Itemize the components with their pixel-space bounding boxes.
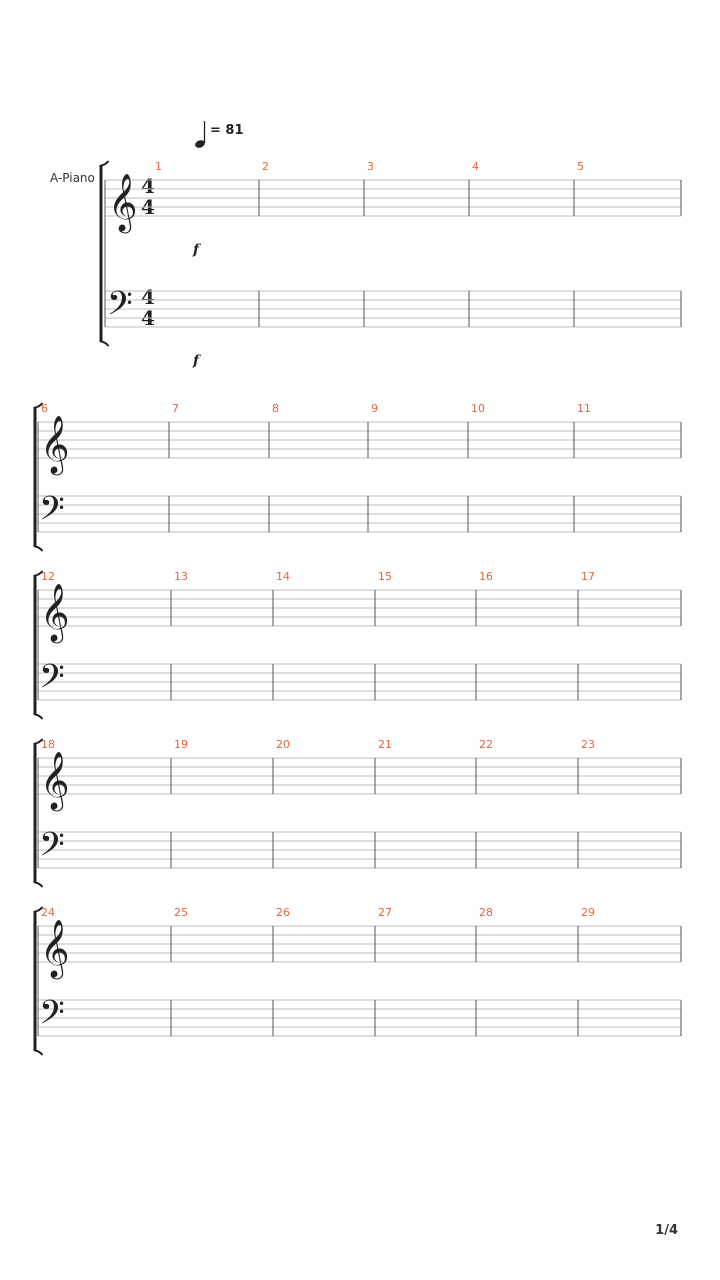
measure-number: 23: [581, 738, 595, 751]
treble-clef-icon: 𝄞: [40, 415, 70, 473]
measure-number: 6: [41, 402, 48, 415]
staff-lines: [38, 496, 681, 532]
bracket-bottom-hook: [34, 714, 43, 719]
staff-system: [34, 570, 682, 719]
treble-clef-icon: 𝄞: [40, 919, 70, 977]
measure-number: 25: [174, 906, 188, 919]
time-signature-treble: [141, 174, 155, 219]
bass-clef-icon: 𝄢: [39, 826, 65, 872]
measure-number: 1: [155, 160, 162, 173]
staff-lines: [38, 1000, 681, 1036]
measure-number: 15: [378, 570, 392, 583]
bass-clef-icon: 𝄢: [107, 285, 133, 331]
instrument-name: A-Piano: [50, 171, 95, 185]
measure-number: 11: [577, 402, 591, 415]
measure-number: 16: [479, 570, 493, 583]
staff-lines: [38, 422, 681, 458]
bracket-bottom-hook: [100, 341, 109, 346]
time-signature-bass: [141, 285, 155, 330]
measure-number: 20: [276, 738, 290, 751]
measure-number: 13: [174, 570, 188, 583]
bracket-bottom-hook: [34, 1050, 43, 1055]
time-signature-top: 4: [141, 174, 155, 198]
measure-number: 8: [272, 402, 279, 415]
measure-number: 3: [367, 160, 374, 173]
measure-number: 22: [479, 738, 493, 751]
measure-number: 18: [41, 738, 55, 751]
staff-lines: [38, 758, 681, 794]
measure-number: 10: [471, 402, 485, 415]
staff-lines: [105, 180, 681, 216]
measure-number: 27: [378, 906, 392, 919]
staff-system: [34, 402, 682, 551]
measure-number: 9: [371, 402, 378, 415]
measure-number: 14: [276, 570, 290, 583]
staff-system: [34, 738, 682, 887]
measure-number: 21: [378, 738, 392, 751]
staff-system: [100, 160, 682, 346]
dynamic-marking-bass: f: [193, 353, 200, 369]
staff-systems: [34, 160, 682, 1055]
bracket-top-hook: [100, 161, 109, 166]
measure-number: 17: [581, 570, 595, 583]
bass-clef-icon: 𝄢: [39, 490, 65, 536]
time-signature-top: 4: [141, 285, 155, 309]
time-signature-bottom: 4: [141, 195, 155, 219]
staff-lines: [105, 291, 681, 327]
staff-lines: [38, 926, 681, 962]
measure-number: 24: [41, 906, 55, 919]
treble-clef-icon: 𝄞: [40, 751, 70, 809]
tempo-marking: [194, 121, 243, 149]
tempo-value: = 81: [210, 123, 244, 138]
staff-system: [34, 906, 682, 1055]
bass-clef-icon: 𝄢: [39, 994, 65, 1040]
staff-lines: [38, 832, 681, 868]
measure-number: 29: [581, 906, 595, 919]
measure-number: 26: [276, 906, 290, 919]
measure-number: 12: [41, 570, 55, 583]
treble-clef-icon: 𝄞: [40, 583, 70, 641]
bracket-bottom-hook: [34, 546, 43, 551]
measure-number: 19: [174, 738, 188, 751]
measure-number: 5: [577, 160, 584, 173]
measure-number: 2: [262, 160, 269, 173]
measure-number: 7: [172, 402, 179, 415]
bass-clef-icon: 𝄢: [39, 658, 65, 704]
bracket-bottom-hook: [34, 882, 43, 887]
time-signature-bottom: 4: [141, 306, 155, 330]
quarter-note-icon: [194, 121, 206, 149]
staff-lines: [38, 664, 681, 700]
measure-number: 4: [472, 160, 479, 173]
measure-number: 28: [479, 906, 493, 919]
page-number: 1/4: [655, 1223, 678, 1238]
staff-lines: [38, 590, 681, 626]
treble-clef-icon: 𝄞: [108, 173, 138, 231]
dynamic-marking-treble: f: [193, 242, 200, 258]
